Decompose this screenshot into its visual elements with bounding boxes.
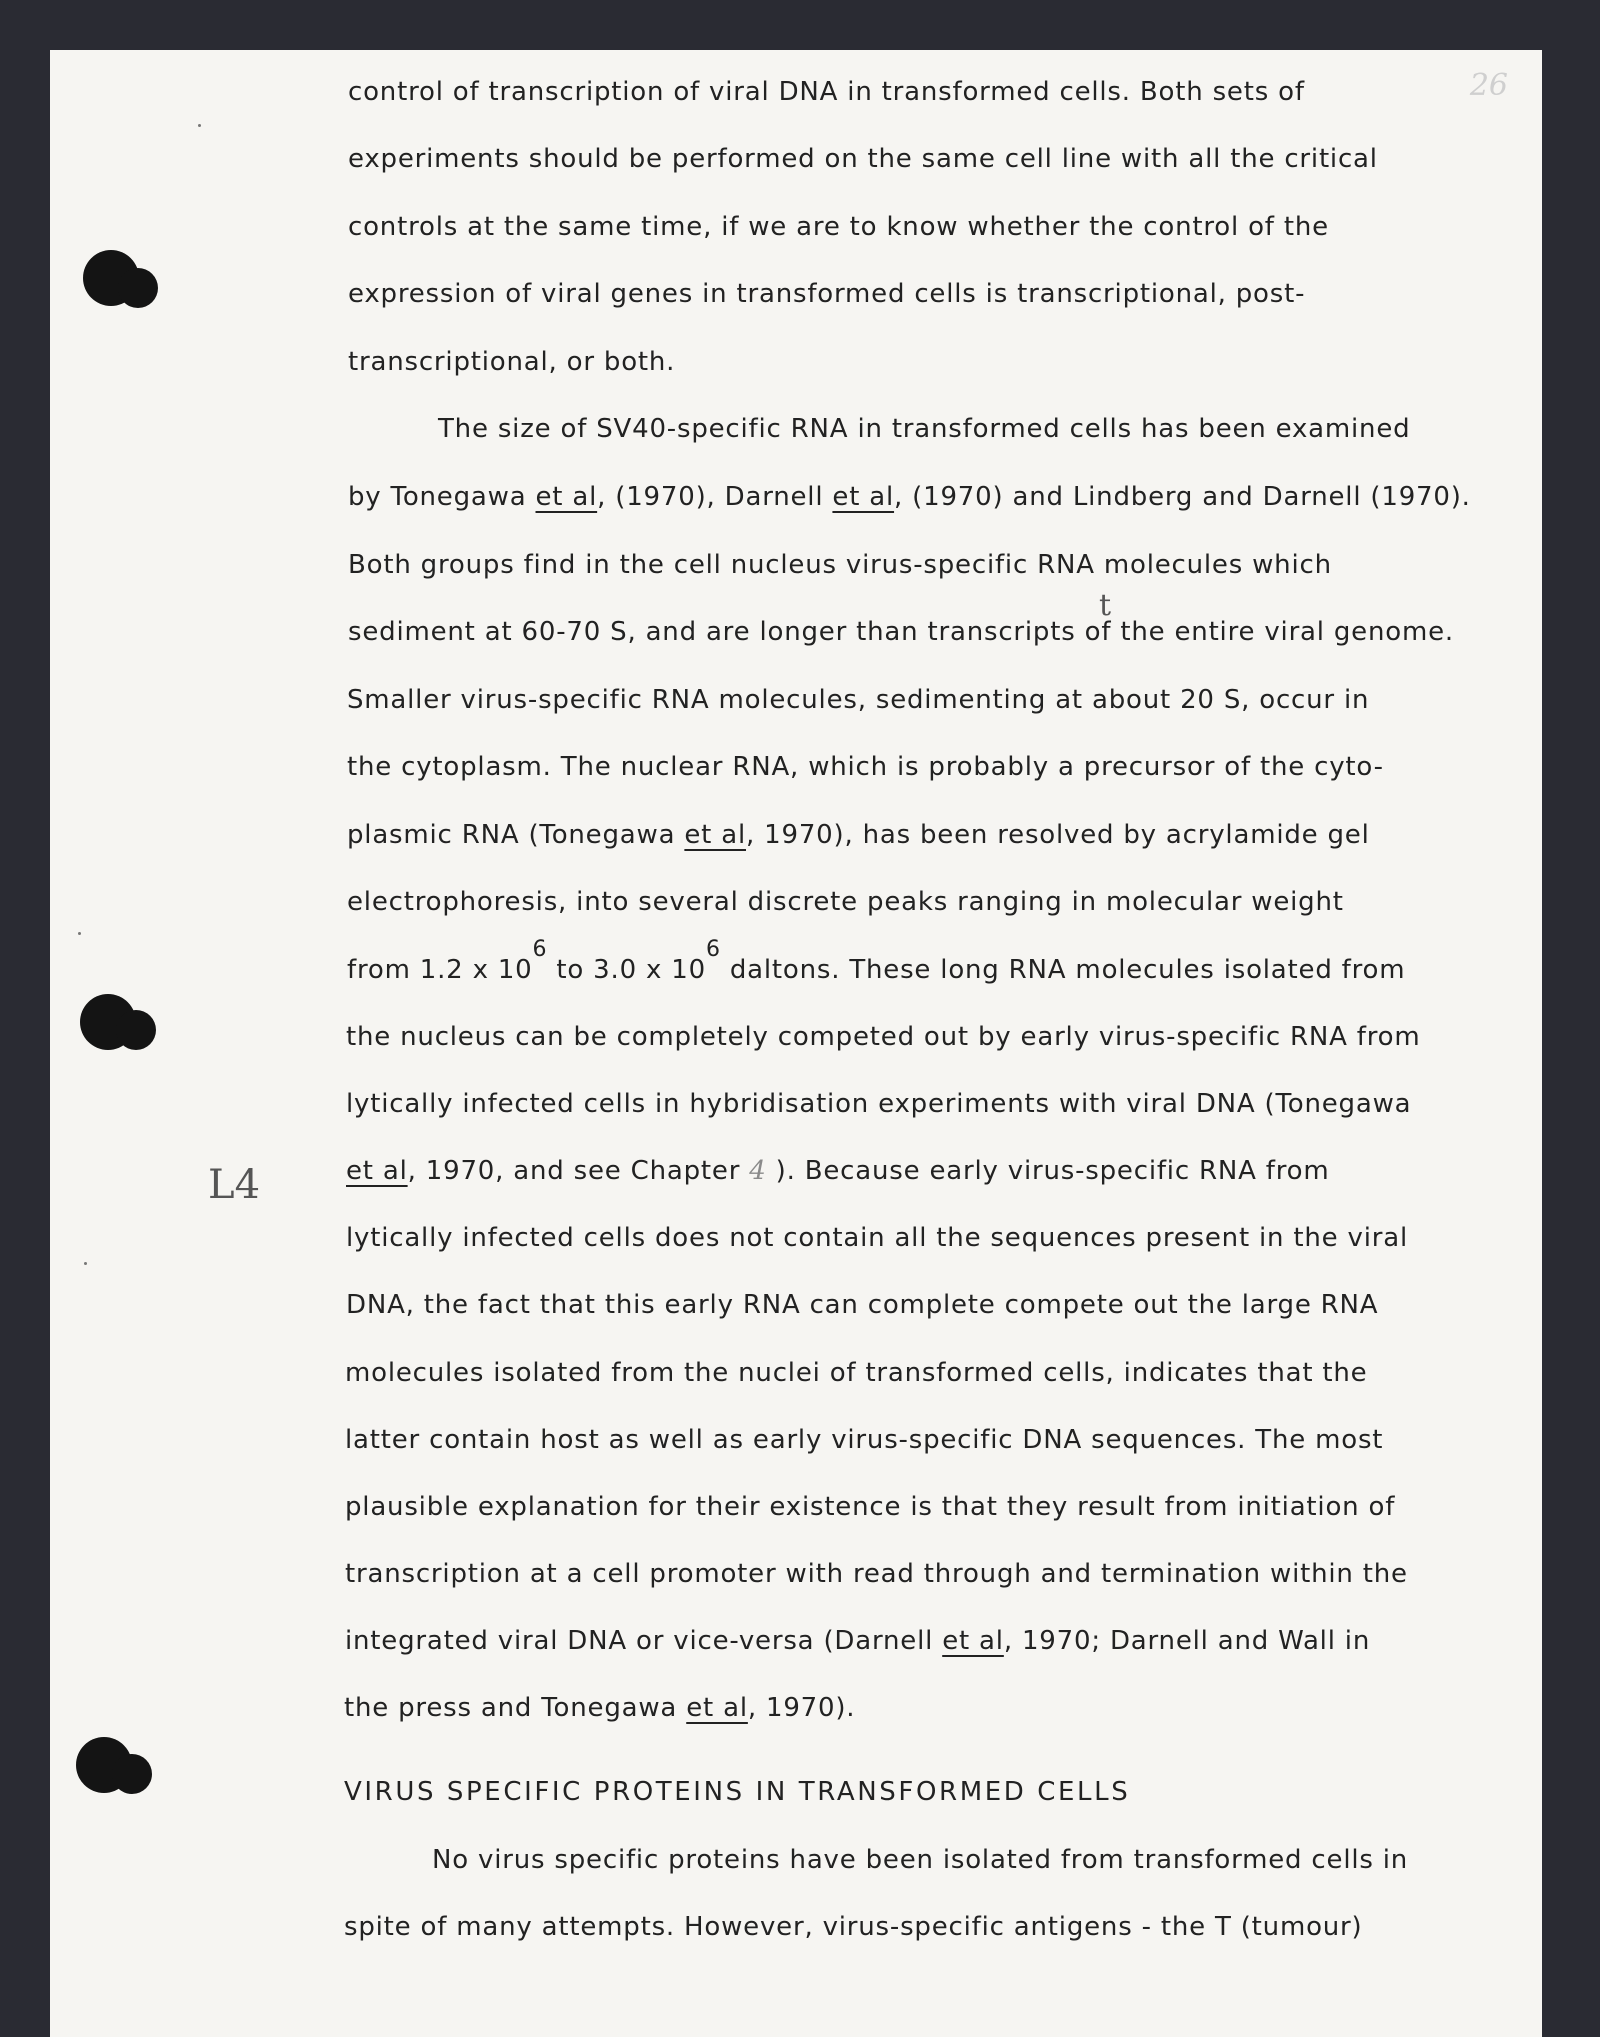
text-line: controls at the same time, if we are to know whether the control of the — [348, 212, 1329, 242]
text-run: from 1.2 x 10 — [347, 955, 533, 985]
margin-note: L4 — [208, 1162, 261, 1208]
text-line: lytically infected cells does not contain all the sequences present in the viral — [346, 1223, 1408, 1253]
text-run: , 1970; Darnell and Wall in — [1003, 1626, 1371, 1656]
text-line: the cytoplasm. The nuclear RNA, which is probably a precursor of the cyto- — [347, 752, 1384, 782]
section-heading: VIRUS SPECIFIC PROTEINS IN TRANSFORMED CELLS — [344, 1777, 1131, 1807]
text-line: No virus specific proteins have been isolated from transformed cells in — [432, 1845, 1409, 1875]
text-line: Both groups find in the cell nucleus virus-specific RNA molecules which — [348, 550, 1332, 580]
citation-et-al: et al — [346, 1156, 408, 1186]
text-line: latter contain host as well as early virus-specific DNA sequences. The most — [345, 1425, 1384, 1455]
superscript: 6 — [705, 937, 721, 962]
citation-et-al: et al — [535, 482, 598, 512]
text-run: integrated viral DNA or vice-versa (Darnell — [345, 1626, 943, 1656]
text-line: control of transcription of viral DNA in transformed cells. Both sets of — [348, 77, 1305, 107]
text-line: the nucleus can be completely competed out by early virus-specific RNA from — [346, 1022, 1421, 1052]
text-line: molecules isolated from the nuclei of transformed cells, indicates that the — [345, 1358, 1368, 1388]
text-run: ). Because early virus-specific RNA from — [766, 1156, 1330, 1186]
text-run: , 1970), has been resolved by acrylamide gel — [746, 820, 1370, 850]
text-run: plasmic RNA (Tonegawa — [347, 820, 685, 850]
text-line: lytically infected cells in hybridisation experiments with viral DNA (Tonegawa — [346, 1089, 1412, 1119]
text-line — [348, 482, 1471, 512]
text-line — [345, 1626, 1370, 1656]
text-line: DNA, the fact that this early RNA can complete compete out the large RNA — [346, 1290, 1379, 1320]
punch-hole-icon — [112, 1754, 152, 1794]
text-line — [347, 820, 1370, 850]
chapter-number: 4 — [749, 1156, 767, 1186]
text-line: expression of viral genes in transformed cells is transcriptional, post- — [348, 279, 1306, 309]
text-run: , (1970) and Lindberg and Darnell (1970). — [894, 482, 1471, 512]
punch-hole-icon — [116, 1010, 156, 1050]
text-run: daltons. These long RNA molecules isolated from — [720, 955, 1406, 985]
citation-et-al: et al — [832, 482, 895, 512]
text-line: electrophoresis, into several discrete peaks ranging in molecular weight — [347, 887, 1344, 917]
text-line — [346, 1156, 1329, 1186]
text-run: by Tonegawa — [348, 482, 536, 512]
inserted-letter: t — [1099, 588, 1112, 623]
text-line: transcriptional, or both. — [348, 347, 676, 377]
citation-et-al: et al — [684, 820, 746, 850]
citation-et-al: et al — [686, 1693, 748, 1723]
text-line: experiments should be performed on the same cell line with all the critical — [348, 144, 1378, 174]
text-line: Smaller virus-specific RNA molecules, sedimenting at about 20 S, occur in — [347, 685, 1370, 715]
punch-hole-icon — [118, 268, 158, 308]
text-run: , 1970). — [747, 1693, 856, 1723]
document-page — [50, 50, 1542, 2037]
text-line: plausible explanation for their existence is that they result from initiation of — [345, 1492, 1396, 1522]
text-line — [347, 937, 1406, 987]
text-run: , 1970, and see Chapter — [407, 1156, 750, 1186]
text-line: sediment at 60-70 S, and are longer than transcripts of the entire viral genome. — [348, 617, 1454, 647]
text-line: spite of many attempts. However, virus-specific antigens - the T (tumour) — [344, 1912, 1363, 1942]
text-run: the press and Tonegawa — [344, 1693, 687, 1723]
text-run: to 3.0 x 10 — [547, 955, 706, 985]
text-line: The size of SV40-specific RNA in transformed cells has been examined — [438, 414, 1411, 444]
page-number: 26 — [1469, 68, 1508, 103]
text-line — [344, 1693, 855, 1723]
text-line: transcription at a cell promoter with read through and termination within the — [345, 1559, 1408, 1589]
citation-et-al: et al — [942, 1626, 1004, 1656]
superscript: 6 — [532, 937, 548, 962]
text-run: , (1970), Darnell — [597, 482, 833, 512]
